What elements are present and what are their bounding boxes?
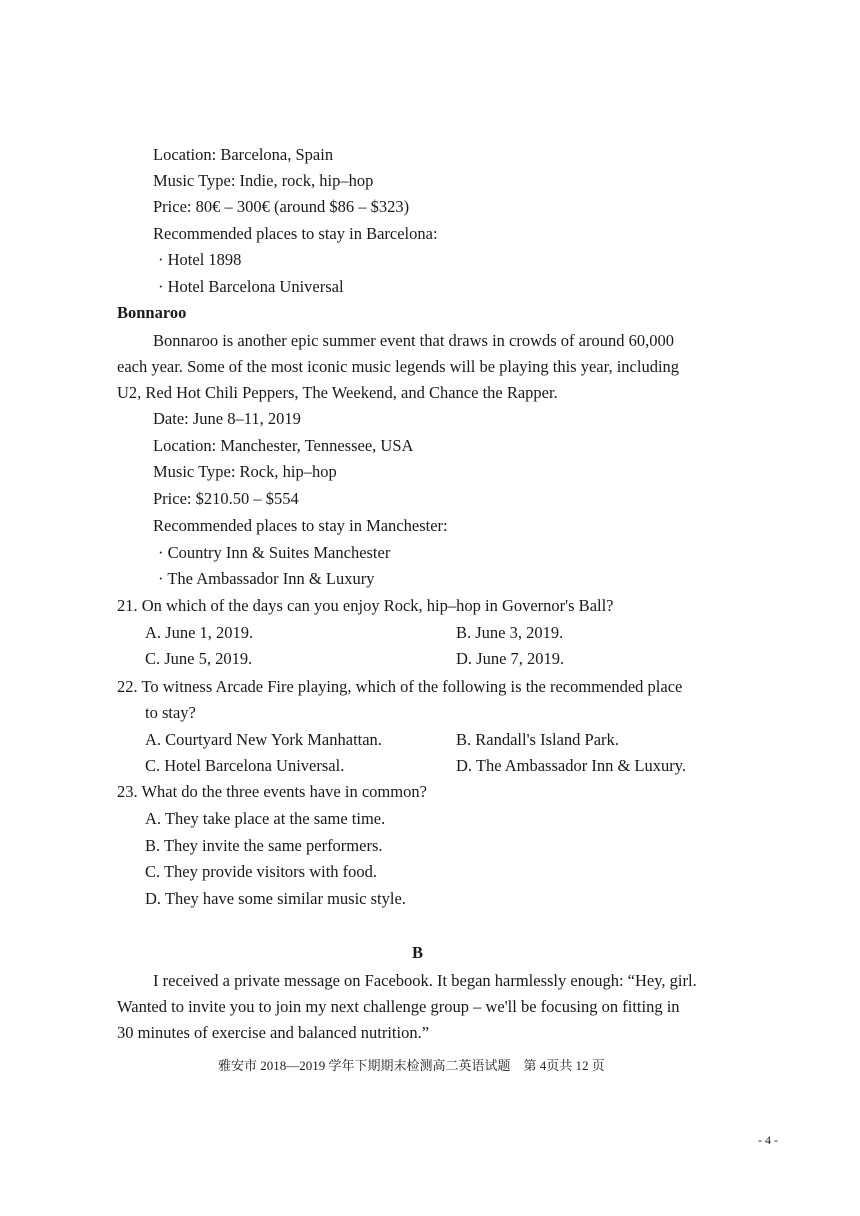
question-23-option-d: D. They have some similar music style.	[145, 889, 406, 908]
section-b-paragraph-line: I received a private message on Facebook. It began harmlessly enough: “Hey, girl.	[153, 971, 697, 990]
barcelona-stay-item: · Hotel Barcelona Universal	[158, 277, 344, 296]
bonnaroo-stay-heading: Recommended places to stay in Manchester:	[153, 516, 448, 535]
question-21-stem: 21. On which of the days can you enjoy Rock, hip–hop in Governor's Ball?	[117, 596, 614, 615]
question-21-option-b: B. June 3, 2019.	[456, 623, 564, 642]
question-23-option-a: A. They take place at the same time.	[145, 809, 386, 828]
section-b-label: B	[412, 943, 424, 962]
barcelona-location: Location: Barcelona, Spain	[153, 145, 334, 164]
question-21-option-a: A. June 1, 2019.	[145, 623, 254, 642]
question-22-stem-cont: to stay?	[145, 703, 196, 722]
bonnaroo-music-type: Music Type: Rock, hip–hop	[153, 462, 337, 481]
section-b-paragraph-line: 30 minutes of exercise and balanced nutrition.”	[117, 1023, 430, 1042]
question-21-option-c: C. June 5, 2019.	[145, 649, 253, 668]
bonnaroo-stay-item: · Country Inn & Suites Manchester	[158, 543, 391, 562]
question-22-option-a: A. Courtyard New York Manhattan.	[145, 730, 382, 749]
barcelona-stay-heading: Recommended places to stay in Barcelona:	[153, 224, 438, 243]
page-footer: 雅安市 2018—2019 学年下期期末检测高二英语试题 第 4页共 12 页	[218, 1058, 605, 1073]
barcelona-music-type: Music Type: Indie, rock, hip–hop	[153, 171, 374, 190]
barcelona-stay-item: · Hotel 1898	[158, 250, 242, 269]
question-22-stem: 22. To witness Arcade Fire playing, which of the following is the recommended place	[117, 677, 683, 696]
question-23-option-b: B. They invite the same performers.	[145, 836, 383, 855]
bonnaroo-paragraph-line: Bonnaroo is another epic summer event that draws in crowds of around 60,000	[153, 331, 674, 350]
bonnaroo-price: Price: $210.50 – $554	[153, 489, 299, 508]
barcelona-price: Price: 80€ – 300€ (around $86 – $323)	[153, 197, 410, 216]
bonnaroo-title: Bonnaroo	[117, 303, 187, 322]
question-22-option-b: B. Randall's Island Park.	[456, 730, 619, 749]
question-22-option-c: C. Hotel Barcelona Universal.	[145, 756, 345, 775]
section-b-paragraph-line: Wanted to invite you to join my next challenge group – we'll be focusing on fitting in	[117, 997, 680, 1016]
bonnaroo-location: Location: Manchester, Tennessee, USA	[153, 436, 414, 455]
question-23-stem: 23. What do the three events have in common?	[117, 782, 427, 801]
page-number: - 4 -	[758, 1133, 778, 1147]
bonnaroo-date: Date: June 8–11, 2019	[153, 409, 301, 428]
bonnaroo-paragraph-line: each year. Some of the most iconic music legends will be playing this year, including	[117, 357, 680, 376]
question-21-option-d: D. June 7, 2019.	[456, 649, 565, 668]
bonnaroo-stay-item: · The Ambassador Inn & Luxury	[158, 569, 375, 588]
bonnaroo-paragraph-line: U2, Red Hot Chili Peppers, The Weekend, and Chance the Rapper.	[117, 383, 558, 402]
question-23-option-c: C. They provide visitors with food.	[145, 862, 378, 881]
question-22-option-d: D. The Ambassador Inn & Luxury.	[456, 756, 687, 775]
